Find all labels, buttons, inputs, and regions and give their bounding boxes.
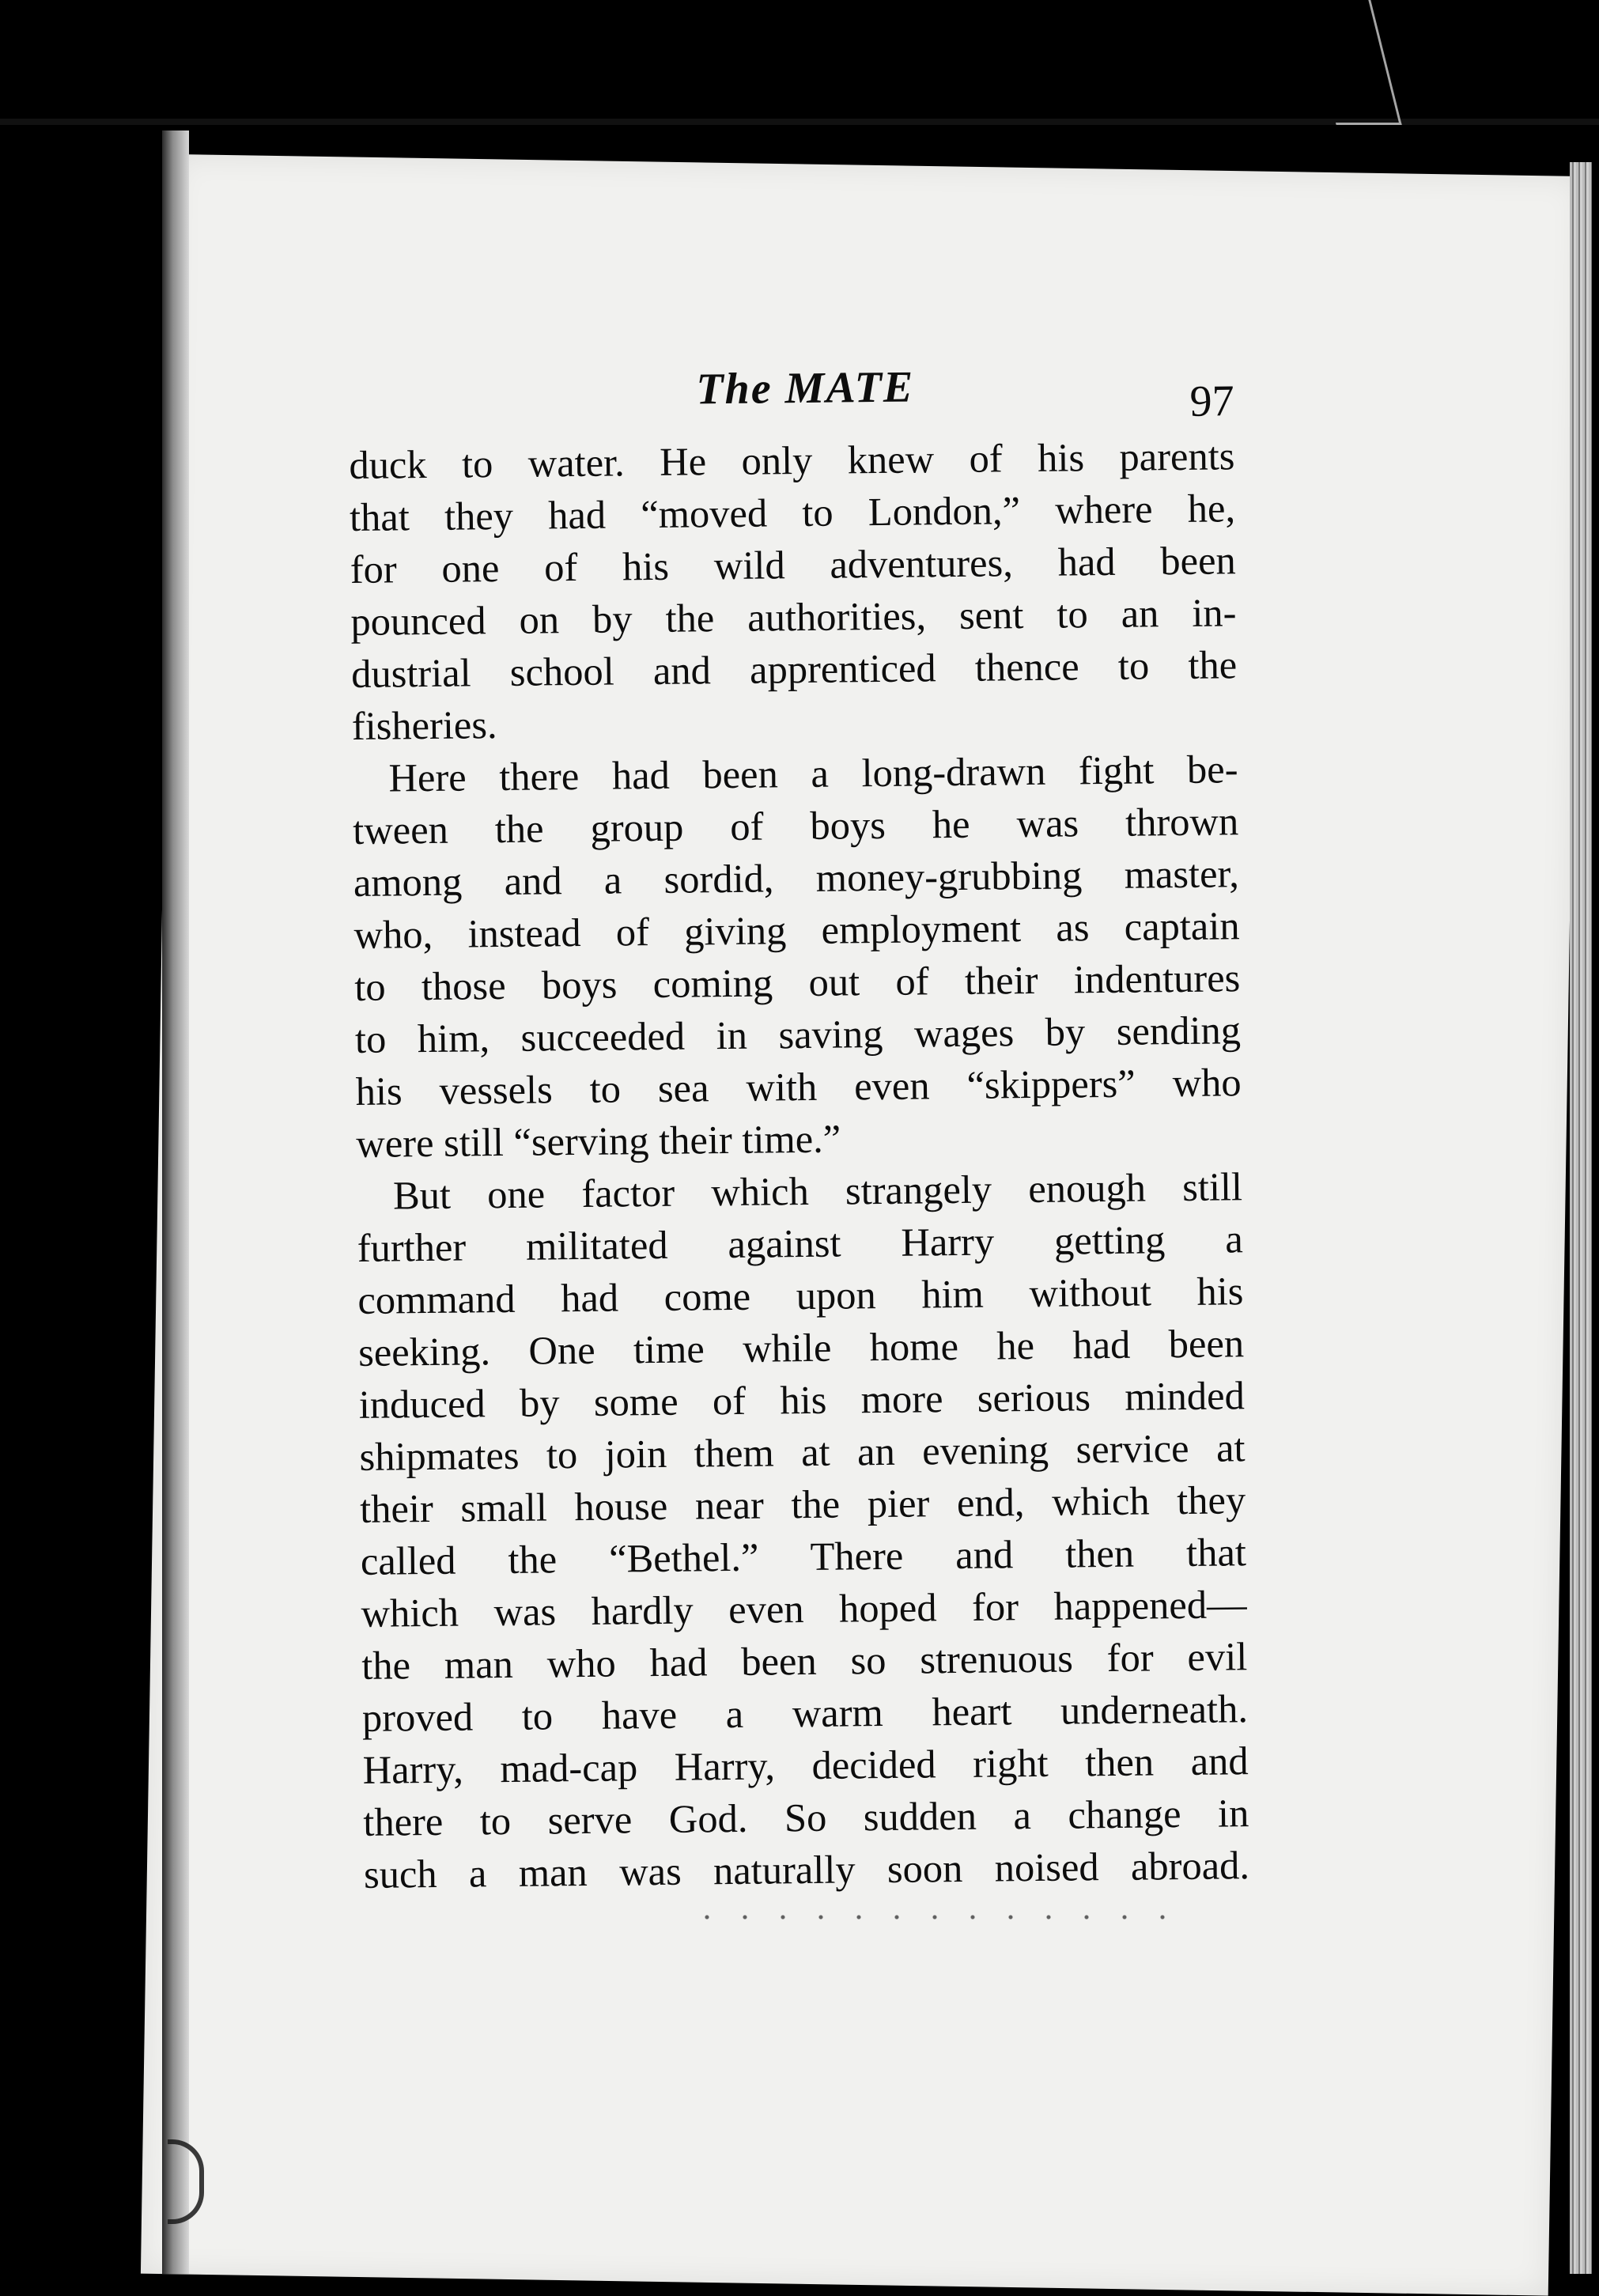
- page-number: 97: [1189, 376, 1234, 426]
- page-content: [348, 350, 1250, 1942]
- book-spine: [162, 130, 189, 2274]
- text-line: among and a sordid, money-grubbing master,: [353, 851, 1240, 905]
- paragraph: [357, 1160, 1250, 1901]
- text-line: for one of his wild adventures, had been: [350, 538, 1237, 592]
- text-line: Here there had been a long-drawn fight be-: [388, 747, 1238, 800]
- text-line: there to serve God. So sudden a change in: [363, 1791, 1249, 1844]
- text-line: seeking. One time while home he had been: [357, 1321, 1245, 1375]
- text-line: who, instead of giving employment as captain: [353, 903, 1240, 957]
- text-line: called the “Bethel.” There and then that: [360, 1530, 1247, 1583]
- text-line: which was hardly even hoped for happened—: [361, 1582, 1247, 1636]
- text-line: further militated against Harry getting a: [357, 1216, 1243, 1270]
- text-line: dustrial school and apprenticed thence to the: [350, 642, 1238, 696]
- text-line: proved to have a warm heart underneath.: [361, 1686, 1249, 1740]
- text-line: to him, succeeded in saving wages by sending: [354, 1008, 1242, 1061]
- text-line: shipmates to join them at an evening service at: [359, 1425, 1246, 1479]
- text-line: tween the group of boys he was thrown: [352, 799, 1239, 853]
- paragraph: [349, 429, 1238, 752]
- text-line: fisheries.: [351, 702, 497, 748]
- text-line: the man who had been so strenuous for evil: [361, 1634, 1248, 1688]
- body-text: [349, 429, 1249, 1901]
- text-line: But one factor which strangely enough still: [392, 1164, 1243, 1218]
- paragraph: [352, 743, 1242, 1170]
- page-edges-right: [1570, 162, 1592, 2274]
- text-line: command had come upon him without his: [357, 1269, 1244, 1322]
- text-line: pounced on by the authorities, sent to an in-: [350, 590, 1237, 644]
- text-line: such a man was naturally soon noised abroad.: [363, 1843, 1250, 1897]
- running-head: [348, 350, 1234, 431]
- running-title: The MATE: [696, 362, 915, 414]
- text-line: to those boys coming out of their indentures: [354, 955, 1241, 1009]
- text-line: Harry, mad-cap Harry, decided right then and: [362, 1738, 1249, 1792]
- text-line: that they had “moved to London,” where he,: [349, 486, 1236, 539]
- text-line: induced by some of his more serious minded: [358, 1373, 1246, 1427]
- text-line: his vessels to sea with even “skippers” who: [355, 1060, 1242, 1114]
- text-line: were still “serving their time.”: [356, 1116, 841, 1166]
- text-line: their small house near the pier end, which they: [359, 1477, 1246, 1531]
- print-specks: [688, 1914, 1194, 1920]
- text-line: duck to water. He only knew of his parents: [349, 433, 1235, 487]
